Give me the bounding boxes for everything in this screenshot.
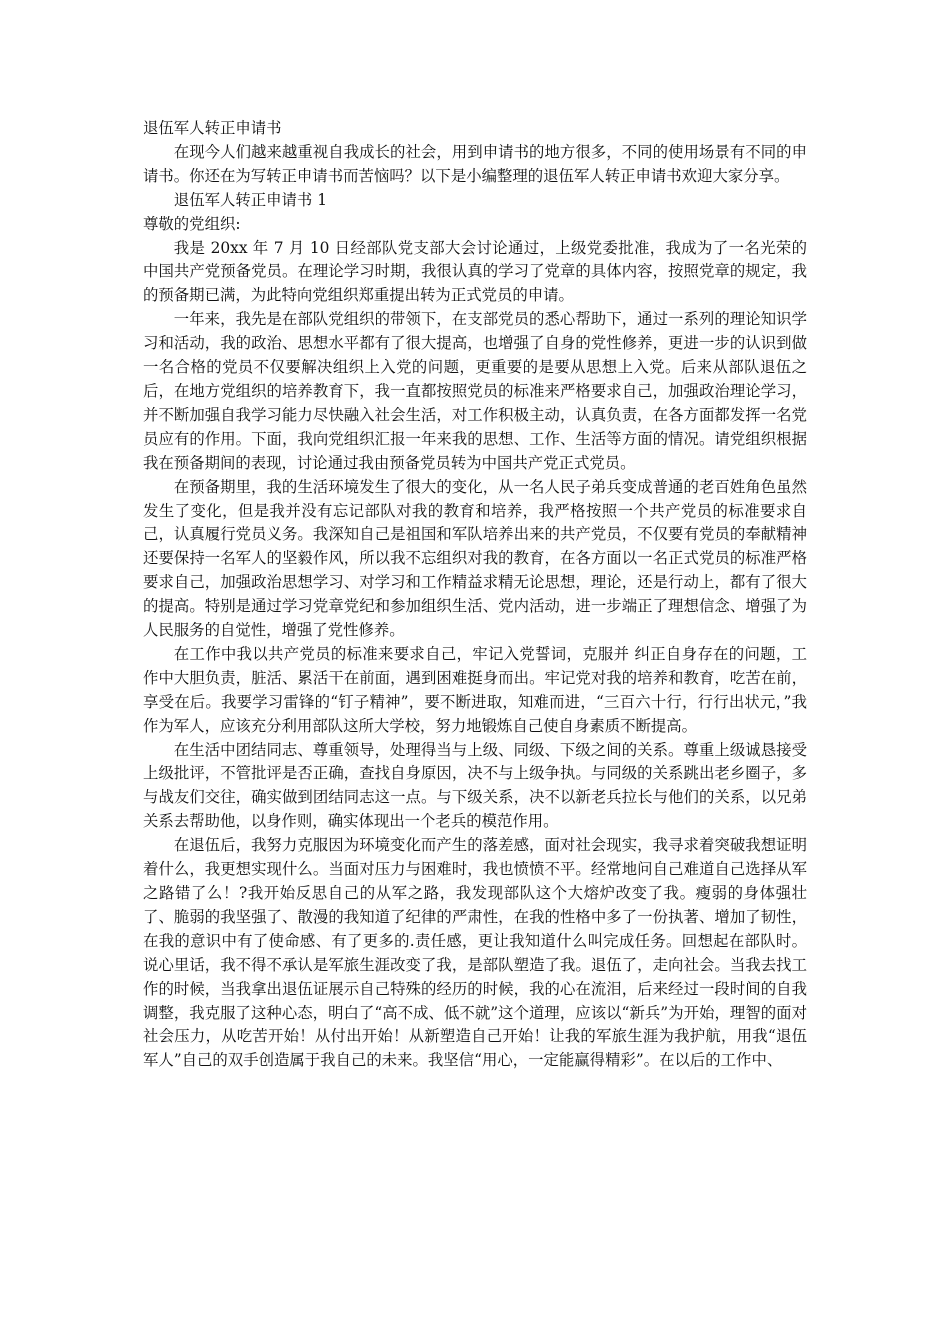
body-paragraph: 一年来，我先是在部队党组织的带领下，在支部党员的悉心帮助下，通过一系列的理论知识学习和活动，我的政治、思想水平都有了很大提高，也增强了自身的党性修养，更进一步的认识到做一名合格的党员不仅要解决组织上入党的问题，更重要的是要从思想上入党。后来从部队退伍之后，在地方党组织的培养教育下，我一直都按照党员的标准来严格要求自己，加强政治理论学习，并不断加强自我学习能力尽快融入社会生活，对工作积极主动，认真负责，在各方面都发挥一名党员应有的作用。下面，我向党组织汇报一年来我的思想、工作、生活等方面的情况。请党组织根据我在预备期间的表现，讨论通过我由预备党员转为中国共产党正式党员。 (143, 310, 807, 472)
document-title: 退伍军人转正申请书 (143, 119, 282, 137)
document-body (143, 117, 807, 1073)
body-paragraph: 在预备期里，我的生活环境发生了很大的变化，从一名人民子弟兵变成普通的老百姓角色虽然发生了变化，但是我并没有忘记部队对我的教育和培养，我严格按照一个共产党员的标准要求自己，认真履行党员义务。我深知自己是祖国和军队培养出来的共产党员，不仅要有党员的奉献精神还要保持一名军人的坚毅作风，所以我不忘组织对我的教育，在各方面以一名正式党员的标准严格要求自己，加强政治思想学习、对学习和工作精益求精无论思想，理论，还是行动上，都有了很大的提高。特别是通过学习党章党纪和参加组织生活、党内活动，进一步端正了理想信念、增强了为人民服务的自觉性，增强了党性修养。 (143, 477, 807, 640)
body-paragraph: 我是 20xx 年 7 月 10 日经部队党支部大会讨论通过，上级党委批准，我成为了一名光荣的中国共产党预备党员。在理论学习时期，我很认真的学习了党章的具体内容，按照党章的规定，我的预备期已满，为此特向党组织郑重提出转为正式党员的申请。 (143, 238, 807, 305)
body-paragraph: 在工作中我以共产党员的标准来要求自己，牢记入党誓词，克服并 纠正自身存在的问题，工作中大胆负责，脏活、累活干在前面，遇到困难挺身而出。牢记党对我的培养和教育，吃苦在前，享受在后。我要学习雷锋的“钉子精神”，要不断进取，知难而进，“三百六十行，行行出状元，”我作为军人，应该充分利用部队这所大学校，努力地锻炼自己使自身素质不断提高。 (143, 644, 807, 735)
section-heading: 退伍军人转正申请书 1 (173, 190, 327, 209)
intro-paragraph: 在现今人们越来越重视自我成长的社会，用到申请书的地方很多，不同的使用场景有不同的申请书。你还在为写转正申请书而苦恼吗？以下是小编整理的退伍军人转正申请书欢迎大家分享。 (143, 142, 807, 185)
body-paragraph: 在退伍后，我努力克服因为环境变化而产生的落差感，面对社会现实，我寻求着突破我想证明着什么，我更想实现什么。当面对压力与困难时，我也愤愤不平。经常地问自己难道自己选择从军之路错了么！?我开始反思自己的从军之路，我发现部队这个大熔炉改变了我。瘦弱的身体强壮了、脆弱的我坚强了、散漫的我知道了纪律的严肃性，在我的性格中多了一份执著、增加了韧性，在我的意识中有了使命感、有了更多的.责任感，更让我知道什么叫完成任务。回想起在部队时。说心里话，我不得不承认是军旅生涯改变了我，是部队塑造了我。退伍了，走向社会。当我去找工作的时候，当我拿出退伍证展示自己特殊的经历的时候，我的心在流泪，后来经过一段时间的自我调整，我克服了这种心态，明白了“高不成、低不就”这个道理，应该以“新兵”为开始，理智的面对社会压力，从吃苦开始！从付出开始！从新塑造自己开始！让我的军旅生涯为我护航，用我“退伍军人”自己的双手创造属于我自己的未来。我坚信“用心，一定能赢得精彩”。在以后的工作中、 (143, 836, 807, 1070)
salutation: 尊敬的党组织: (143, 214, 241, 233)
body-paragraph: 在生活中团结同志、尊重领导，处理得当与上级、同级、下级之间的关系。尊重上级诚恳接受上级批评，不管批评是否正确，查找自身原因，决不与上级争执。与同级的关系跳出老乡圈子，多与战友们交往，确实做到团结同志这一点。与下级关系，决不以新老兵拉长与他们的关系，以兄弟关系去帮助他，以身作则，确实体现出一个老兵的模范作用。 (143, 740, 807, 831)
